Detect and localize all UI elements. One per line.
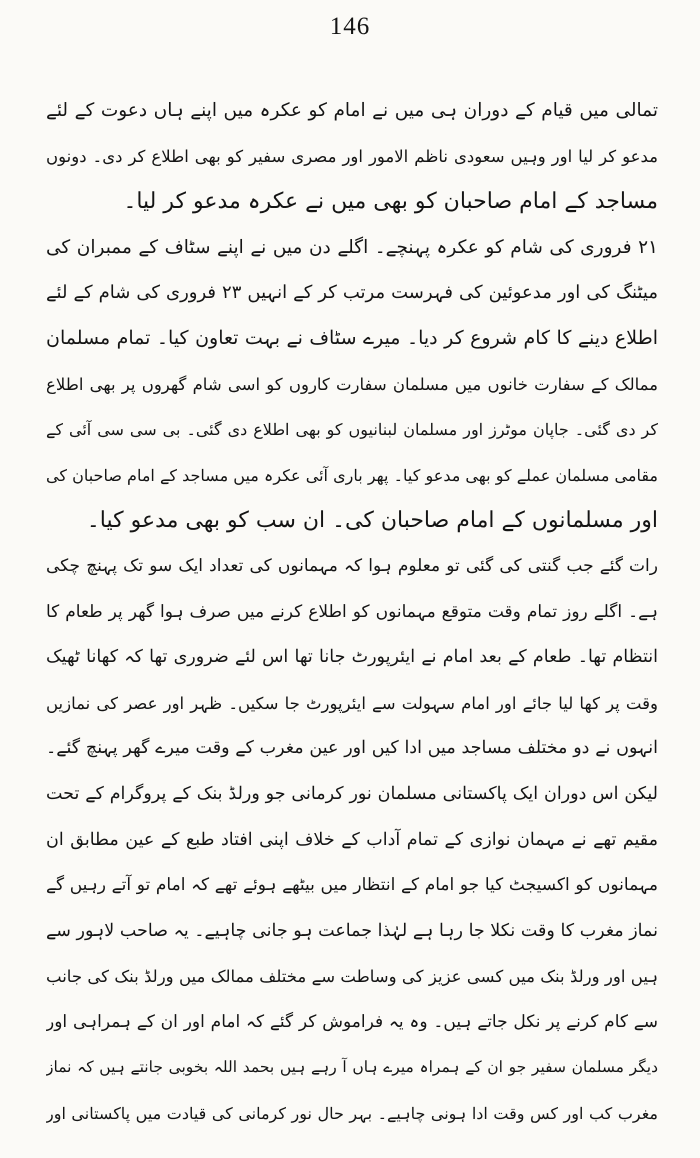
text-line: مغرب کب اور کس وقت ادا ہونی چاہیے۔ بہر حال نور کرمانی کی قیادت میں پاکستانی اور — [46, 1104, 658, 1124]
text-line: دیگر مسلمان سفیر جو ان کے ہمراہ میرے ہاں آ رہے ہیں بحمد اللہ بخوبی جانتے ہیں کہ نماز — [46, 1058, 658, 1077]
text-line: مقامی مسلمان عملے کو بھی مدعو کیا۔ پھر باری آئی عکرہ میں مساجد کے امام صاحبان کی — [46, 465, 658, 485]
text-line: مدعو کر لیا اور وہیں سعودی ناظم الامور اور مصری سفیر کو بھی اطلاع کر دی۔ دونوں — [46, 146, 658, 166]
text-line: کر دی گئی۔ جاپان موٹرز اور مسلمان لبنانیوں کو بھی اطلاع دی گئی۔ بی سی سی آئی کے — [46, 420, 658, 440]
text-line: ممالک کے سفارت خانوں میں مسلمان سفارت کاروں کو اسی شام گھروں پر بھی اطلاع — [46, 374, 658, 394]
text-line: ہے۔ اگلے روز تمام وقت متوقع مہمانوں کو اطلاع کرنے میں صرف ہوا گھر پر طعام کا — [46, 601, 658, 622]
text-line: تمالی میں قیام کے دوران ہی میں نے امام کو عکرہ میں اپنے ہاں دعوت کے لئے — [46, 100, 658, 121]
text-line: نماز مغرب کا وقت نکلا جا رہا ہے لہٰذا جماعت ہو جانی چاہیے۔ یہ صاحب لاہور سے — [46, 920, 658, 941]
text-line: مساجد کے امام صاحبان کو بھی میں نے عکرہ مدعو کر لیا۔ — [123, 189, 658, 215]
text-line: مقیم تھے نے مہمان نوازی کے تمام آداب کے خلاف اپنی افتاد طبع کے عین مطابق ان — [46, 829, 658, 850]
text-line: میٹنگ کی اور مدعوئین کی فہرست مرتب کر کے انہیں ۲۳ فروری کی شام کے لئے — [46, 282, 658, 304]
page-number: 146 — [329, 13, 371, 40]
text-line: رات گئے جب گنتی کی گئی تو معلوم ہوا کہ مہمانوں کی تعداد ایک سو تک پہنچ چکی — [46, 555, 658, 576]
text-line: اطلاع دینے کا کام شروع کر دیا۔ میرے سٹاف نے بہت تعاون کیا۔ تمام مسلمان — [46, 326, 658, 349]
text-line: انتظام تھا۔ طعام کے بعد امام نے ایئرپورٹ جانا تھا اس لئے ضروری تھا کہ کھانا ٹھیک — [46, 647, 658, 668]
text-line: لیکن اس دوران ایک پاکستانی مسلمان نور کرمانی جو ورلڈ بنک کے پروگرام کے تحت — [46, 783, 658, 804]
text-line: اور مسلمانوں کے امام صاحبان کی۔ ان سب کو بھی مدعو کیا۔ — [86, 508, 658, 534]
text-line: سے کام کرنے پر نکل جاتے ہیں۔ وہ یہ فراموش کر گئے کہ امام اور ان کے ہمراہی اور — [46, 1011, 658, 1032]
text-line: مہمانوں کو اکسیجٹ کیا جو امام کے انتظار میں بیٹھے ہوئے تھے کہ امام تو آتے رہیں گے — [46, 875, 658, 896]
urdu-text-body — [46, 88, 658, 1137]
text-line: ہیں اور ورلڈ بنک میں کسی عزیز کی وساطت سے مختلف ممالک میں ورلڈ بنک کی جانب — [46, 967, 658, 987]
text-line: ۲۱ فروری کی شام کو عکرہ پہنچے۔ اگلے دن میں نے اپنے سٹاف کے ممبران کی — [46, 236, 658, 258]
text-line: وقت پر کھا لیا جائے اور امام سہولت سے ایئرپورٹ جا سکیں۔ ظہر اور عصر کی نمازیں — [46, 693, 658, 713]
text-line: انہوں نے دو مختلف مساجد میں ادا کیں اور عین مغرب کے وقت میرے گھر پہنچ گئے۔ — [46, 738, 658, 759]
